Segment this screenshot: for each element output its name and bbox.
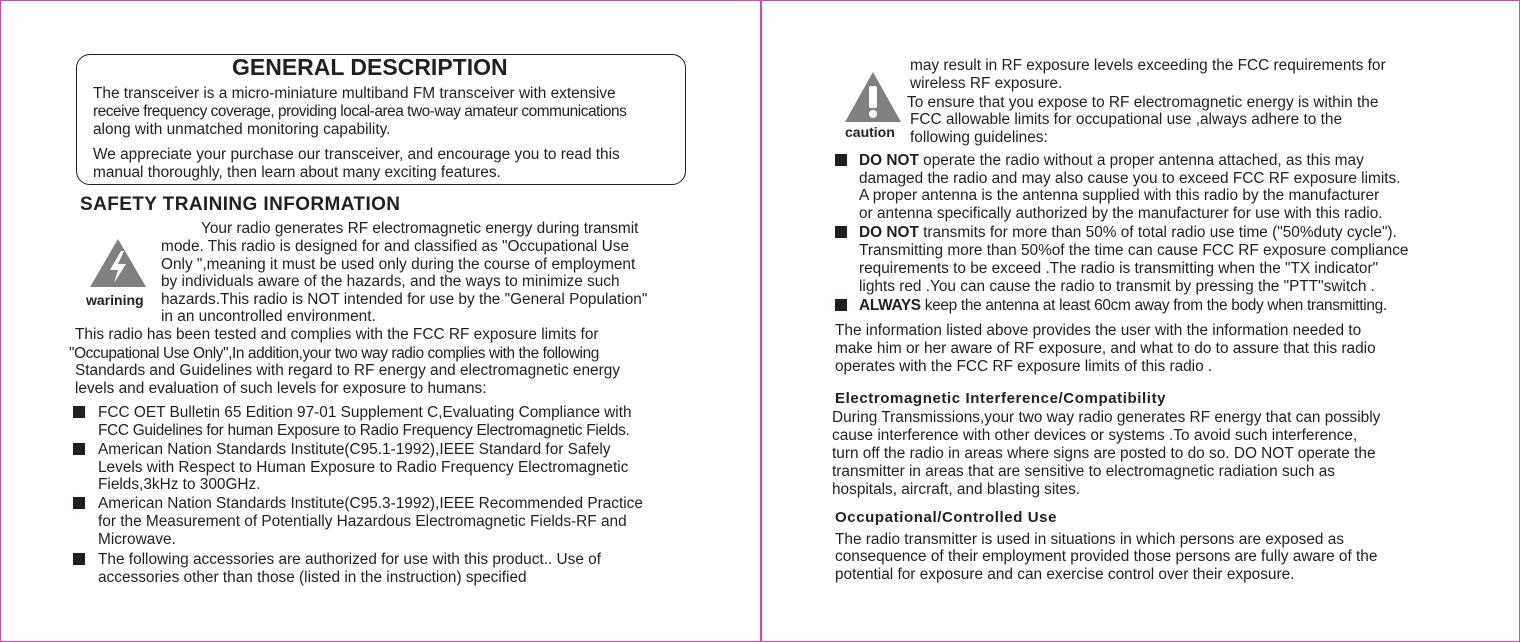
bullet-square <box>835 154 847 166</box>
rule-line <box>859 224 1397 242</box>
standard-item-line: for the Measurement of Potentially Hazardous Electromagnetic Fields-RF and <box>98 513 627 530</box>
emi-line: During Transmissions,your two way radio generates RF energy that can possibly <box>832 409 1381 426</box>
general-p1-line: along with unmatched monitoring capability. <box>93 121 391 138</box>
info-line: operates with the FCC RF exposure limits of this radio . <box>835 358 1213 375</box>
rule-line: A proper antenna is the antenna supplied with this radio by the manufacturer <box>859 187 1380 204</box>
caution-text-line: To ensure that you expose to RF electromagnetic energy is within the <box>907 94 1379 111</box>
page-divider <box>760 0 762 642</box>
bullet-square <box>835 226 847 238</box>
rule-keyword: DO NOT <box>859 224 919 241</box>
rule-text: transmits for more than 50% of total radio use time ("50%duty cycle"). <box>918 224 1397 241</box>
warning-text-line: Your radio generates RF electromagnetic energy during transmit <box>201 220 639 237</box>
rule-text: keep the antenna at least 60cm away from the body when transmitting. <box>920 297 1387 314</box>
caution-text-line: FCC allowable limits for occupational use ,always adhere to the <box>910 111 1343 128</box>
info-line: The information listed above provides the user with the information needed to <box>835 322 1362 339</box>
occupational-line: The radio transmitter is used in situations in which persons are exposed as <box>835 531 1345 548</box>
warning-label: warining <box>86 292 144 308</box>
general-p2-line: manual thoroughly, then learn about many exciting features. <box>93 164 501 181</box>
exclamation-caution-icon <box>843 70 903 124</box>
info-line: make him or her aware of RF exposure, and what to do to assure that this radio <box>835 340 1376 357</box>
emi-line: hospitals, aircraft, and blasting sites. <box>832 481 1081 498</box>
general-p1-line: receive frequency coverage, providing local-area two-way amateur communications <box>93 103 627 120</box>
standard-item-line: accessories other than those (listed in the instruction) specified <box>98 569 527 586</box>
general-p2-line: We appreciate your purchase our transceiver, and encourage you to read this <box>93 146 620 163</box>
tested-line: Standards and Guidelines with regard to RF energy and electromagnetic energy <box>75 362 620 379</box>
standard-item-line: Fields,3kHz to 300GHz. <box>98 476 261 493</box>
bullet-square <box>73 406 85 418</box>
standard-item-line: FCC OET Bulletin 65 Edition 97-01 Supplement C,Evaluating Compliance with <box>98 404 632 421</box>
rule-line: lights red .You can cause the radio to transmit by pressing the "PTT"switch . <box>859 278 1375 295</box>
rule-line <box>859 152 1364 170</box>
rule-keyword: DO NOT <box>859 152 919 169</box>
standard-item-line: Levels with Respect to Human Exposure to Radio Frequency Electromagnetic <box>98 459 629 476</box>
emi-line: transmitter in areas that are sensitive to electromagnetic radiation such as <box>832 463 1336 480</box>
bullet-square <box>835 299 847 311</box>
rule-keyword: ALWAYS <box>859 297 921 314</box>
rule-line: requirements to be exceed .The radio is transmitting when the "TX indicator" <box>859 260 1379 277</box>
bullet-square <box>73 497 85 509</box>
tested-line: levels and evaluation of such levels for exposure to humans: <box>75 380 487 397</box>
bullet-square <box>73 553 85 565</box>
rule-line: or antenna specifically authorized by the manufacturer for use with this radio. <box>859 205 1383 222</box>
general-p1-line: The transceiver is a micro-miniature multiband FM transceiver with extensive <box>93 85 616 102</box>
standard-item-line: The following accessories are authorized for use with this product.. Use of <box>98 551 602 568</box>
standard-item-line: Microwave. <box>98 531 176 548</box>
warning-text-line: in an uncontrolled environment. <box>161 308 376 325</box>
emi-heading: Electromagnetic Interference/Compatibility <box>835 390 1167 407</box>
standard-item-line: American Nation Standards Institute(C95.3-1992),IEEE Recommended Practice <box>98 495 643 512</box>
standard-item-line: American Nation Standards Institute(C95.1-1992),IEEE Standard for Safely <box>98 441 611 458</box>
rule-line: damaged the radio and may also cause you to exceed FCC RF exposure limits. <box>859 170 1401 187</box>
rule-line <box>859 297 1387 315</box>
warning-text-line: mode. This radio is designed for and classified as "Occupational Use <box>161 238 630 255</box>
standard-item-line: FCC Guidelines for human Exposure to Radio Frequency Electromagnetic Fields. <box>98 422 630 439</box>
occupational-line: potential for exposure and can exercise control over their exposure. <box>835 566 1295 583</box>
tested-line: This radio has been tested and complies with the FCC RF exposure limits for <box>75 326 599 343</box>
caution-label: caution <box>845 124 895 140</box>
occupational-heading: Occupational/Controlled Use <box>835 509 1058 526</box>
safety-title: SAFETY TRAINING INFORMATION <box>80 194 401 215</box>
warning-text-line: hazards.This radio is NOT intended for use by the "General Population" <box>161 291 648 308</box>
caution-text-line: wireless RF exposure. <box>910 75 1063 92</box>
warning-text-line: by individuals aware of the hazards, and the ways to minimize such <box>161 273 620 290</box>
occupational-line: consequence of their employment provided those persons are fully aware of the <box>835 548 1378 565</box>
emi-line: cause interference with other devices or systems .To avoid such interference, <box>832 427 1358 444</box>
rule-text: operate the radio without a proper antenna attached, as this may <box>918 152 1364 169</box>
warning-text-line: Only ",meaning it must be used only during the course of employment <box>161 256 636 273</box>
caution-text-line: may result in RF exposure levels exceeding the FCC requirements for <box>910 57 1386 74</box>
caution-text-line: following guidelines: <box>910 129 1048 146</box>
rule-line: Transmitting more than 50%of the time can cause FCC RF exposure compliance <box>859 242 1409 259</box>
tested-line: "Occupational Use Only",In addition,your two way radio complies with the following <box>69 345 599 362</box>
general-description-title: GENERAL DESCRIPTION <box>232 54 508 80</box>
emi-line: turn off the radio in areas where signs are posted to do so. DO NOT operate the <box>832 445 1376 462</box>
bullet-square <box>73 443 85 455</box>
lightning-warning-icon <box>88 237 148 289</box>
